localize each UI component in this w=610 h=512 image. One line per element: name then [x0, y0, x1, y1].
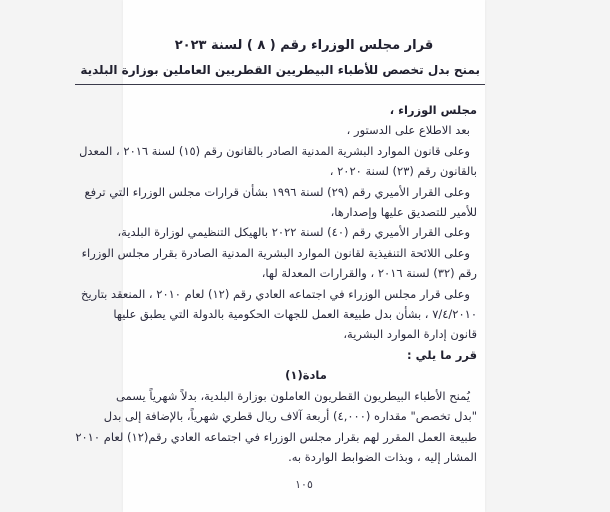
clause-meeting-line2: ٧/٤/٢٠١٠ ، بشأن بدل طبيعة العمل للجهات الحكومية بالدولة التي يطبق عليها	[113, 307, 477, 322]
preamble-opening: مجلس الوزراء ،	[389, 103, 477, 117]
decree-title: قرار مجلس الوزراء رقم ( ٨ ) لسنة ٢٠٢٣	[174, 38, 434, 53]
clause-hr-law-line2: بالقانون رقم (٢٣) لسنة ٢٠٢٠ ،	[329, 164, 477, 179]
article-1-text-line1: يُمنح الأطباء البيطريون القطريون العاملون بوزارة البلدية، بدلاً شهرياً يسمى	[116, 388, 470, 403]
article-1-heading: مادة(١)	[285, 368, 327, 383]
decree-body	[75, 100, 485, 467]
title-block	[80, 34, 485, 85]
page-number: ١٠٥	[295, 478, 313, 491]
clause-regulation-line2: رقم (٣٢) لسنة ٢٠١٦ ، والقرارات المعدلة لها،	[261, 266, 477, 281]
clause-emiri-40: وعلى القرار الأميري رقم (٤٠) لسنة ٢٠٢٢ بالهيكل التنظيمي لوزارة البلدية،	[117, 225, 470, 240]
clause-regulation-line1: وعلى اللائحة التنفيذية لقانون الموارد البشرية المدنية الصادرة بقرار مجلس الوزراء	[81, 245, 470, 260]
clause-meeting-line3: قانون إدارة الموارد البشرية،	[343, 327, 477, 342]
clause-emiri-29-line1: وعلى القرار الأميري رقم (٢٩) لسنة ١٩٩٦ بشأن قرارات مجلس الوزراء التي ترفع	[84, 184, 470, 199]
clause-meeting-line1: وعلى قرار مجلس الوزراء في اجتماعه العادي رقم (١٢) لعام ٢٠١٠ ، المنعقد بتاريخ	[81, 286, 470, 301]
document-page	[75, 0, 485, 512]
preamble-constitution: بعد الاطلاع على الدستور ،	[346, 123, 470, 138]
clause-hr-law-line1: وعلى قانون الموارد البشرية المدنية الصادر بالقانون رقم (١٥) لسنة ٢٠١٦ ، المعدل	[79, 143, 470, 158]
decree-subtitle: بمنح بدل تخصص للأطباء البيطريين القطريين العاملين بوزارة البلدية	[75, 61, 485, 85]
decree-subtitle-wrap	[80, 60, 485, 85]
article-1-text-line2: "بدل تخصص" مقداره (٤,٠٠٠) أربعة آلاف ريال قطري شهرياً، بالإضافة إلى بدل	[103, 409, 477, 424]
article-1-text-line4: المشار إليه ، وبذات الضوابط الواردة به.	[288, 449, 477, 464]
clause-emiri-29-line2: للأمير للتصديق عليها وإصدارها،	[330, 205, 477, 220]
decision-lead-in: قرر ما يلي :	[407, 347, 477, 362]
article-1-text-line3: طبيعة العمل المقرر لهم بقرار مجلس الوزراء في اجتماعه العادي رقم(١٢) لعام ٢٠١٠	[75, 429, 477, 444]
